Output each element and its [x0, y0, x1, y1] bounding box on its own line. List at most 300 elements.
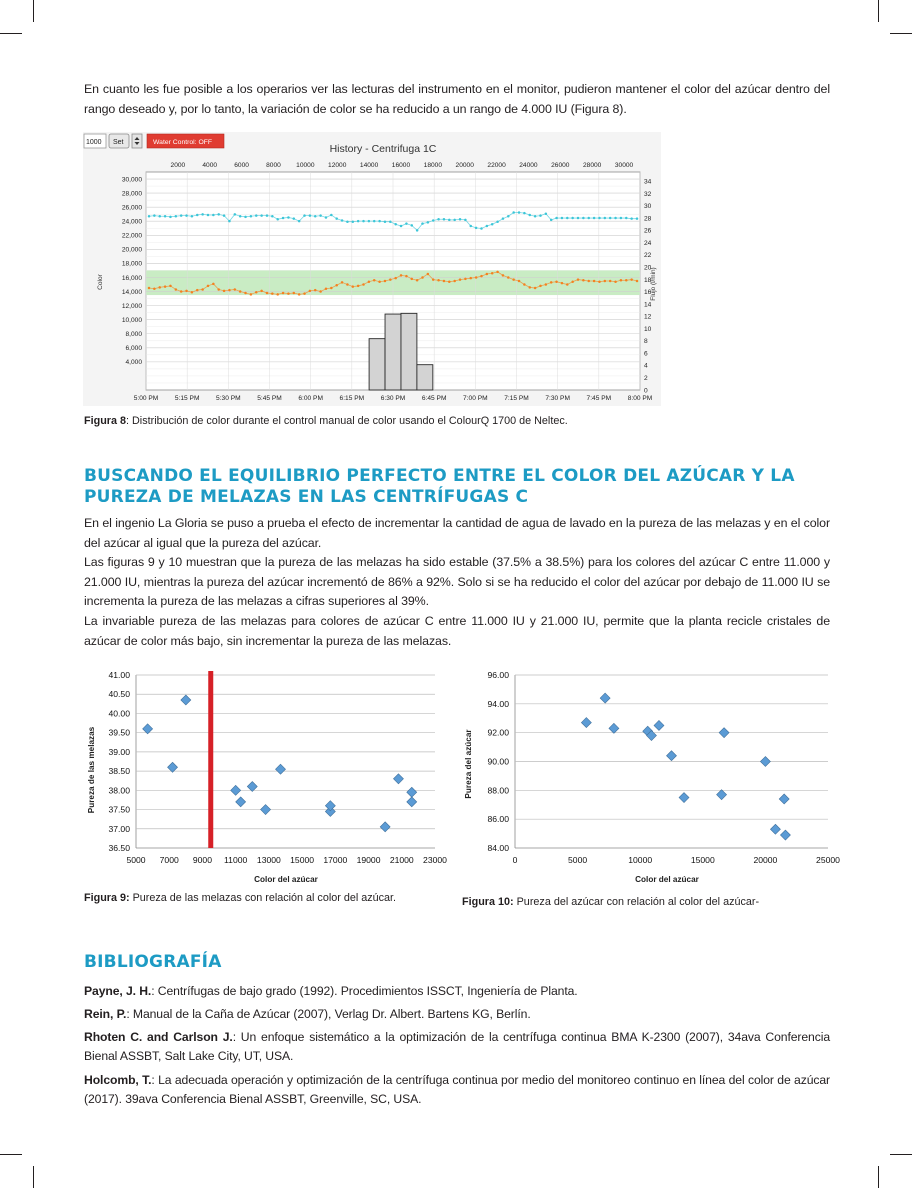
data-point-diamond [380, 822, 390, 832]
color-series-point [405, 275, 408, 278]
top-axis-tick-label: 26000 [551, 162, 570, 169]
figure-10-caption-label: Figura 10: [462, 896, 514, 908]
flow-series-point [239, 215, 242, 218]
section-heading-line-1: BUSCANDO EL EQUILIBRIO PERFECTO ENTRE EL COLOR DEL AZÚCAR Y LA [84, 466, 795, 486]
color-series-point [298, 293, 301, 296]
flow-series-point [228, 220, 231, 223]
color-series-point [175, 288, 178, 291]
flow-series-point [357, 220, 360, 223]
color-series-point [566, 283, 569, 286]
y-axis-tick-label: 88.00 [487, 785, 509, 796]
flow-series-point [598, 217, 601, 220]
bib-author: Rhoten C. and Carlson J. [84, 1030, 233, 1044]
data-point-diamond [667, 751, 677, 761]
color-series-point [545, 283, 548, 286]
color-series-point [496, 271, 499, 274]
top-axis-tick-label: 14000 [359, 162, 379, 169]
color-series-point [319, 290, 322, 293]
flow-series-point [523, 212, 526, 215]
color-series-point [169, 285, 172, 288]
data-point-diamond [181, 695, 191, 705]
color-series-point [437, 279, 440, 282]
flow-series-point [459, 218, 462, 221]
flow-series-point [582, 217, 585, 220]
color-series-point [362, 283, 365, 286]
right-axis-label: Flujo (l/min) [650, 267, 657, 301]
flow-series-point [389, 220, 392, 223]
bib-text: : Manual de la Caña de Azúcar (2007), Verlag Dr. Albert. Bartens KG, Berlín. [126, 1007, 531, 1021]
spinner-button[interactable] [132, 134, 142, 148]
color-series-point [266, 292, 269, 295]
color-series-point [507, 276, 510, 279]
crop-mark-bottom-left-h [0, 1154, 22, 1155]
section-heading [84, 466, 824, 508]
flow-series-point [571, 217, 574, 220]
color-series-point [201, 288, 204, 291]
flow-series-point [437, 218, 440, 221]
flow-series-point [185, 214, 188, 217]
time-axis-tick-label: 7:45 PM [586, 395, 612, 402]
y-axis-tick-label: 39.50 [108, 727, 130, 738]
time-axis-tick-label: 7:00 PM [463, 395, 488, 402]
flow-series-point [416, 229, 419, 232]
data-point-diamond [760, 757, 770, 767]
x-axis-tick-label: 11000 [224, 855, 248, 865]
flow-series-point [373, 220, 376, 223]
flow-series-point [561, 217, 564, 220]
left-axis-tick-label: 8,000 [125, 331, 142, 339]
figure-8-caption-text: : Distribución de color durante el control manual de color usando el ColourQ 1700 de Neltec. [126, 415, 568, 427]
flow-series-point [325, 216, 328, 219]
color-series-point [486, 273, 489, 276]
color-series-point [346, 283, 349, 286]
color-series-point [411, 278, 414, 281]
time-axis-tick-label: 8:00 PM [627, 395, 653, 402]
x-axis-tick-label: 13000 [256, 855, 281, 865]
color-series-point [223, 290, 226, 293]
flow-series-point [421, 222, 424, 225]
flow-series-point [614, 217, 617, 220]
color-series-point [400, 274, 403, 277]
flow-series-point [330, 214, 333, 217]
flow-series-point [448, 219, 451, 222]
top-axis-tick-label: 10000 [296, 162, 315, 169]
color-series-point [528, 286, 531, 289]
data-point-diamond [654, 720, 664, 730]
flow-series-point [368, 220, 371, 223]
color-series-point [330, 287, 333, 290]
flow-series-point [175, 215, 178, 218]
x-axis-tick-label: 19000 [356, 855, 381, 865]
bib-text: : La adecuada operación y optimización de la centrífuga continua por medio del monitoreo continuo en línea del color de azúcar (2017). 39ava Conferencia Bienal ASSBT, Greenville, SC, USA. [84, 1073, 830, 1106]
histogram-bar [401, 313, 417, 390]
x-axis-tick-label: 5000 [126, 855, 146, 865]
figure-10-y-axis-label: Pureza del azúcar [464, 729, 473, 799]
top-axis-tick-label: 30000 [614, 162, 634, 169]
color-series-point [293, 292, 296, 295]
set-button-label: Set [113, 139, 124, 146]
left-axis-tick-label: 10,000 [121, 316, 142, 324]
right-axis-tick-label: 8 [644, 338, 648, 346]
top-axis-tick-label: 18000 [423, 162, 443, 169]
histogram-bar [369, 339, 385, 390]
x-axis-tick-label: 21000 [389, 855, 414, 865]
section-heading-line-2: PUREZA DE MELAZAS EN LAS CENTRÍFUGAS C [84, 487, 529, 507]
color-series-point [577, 278, 580, 281]
x-axis-tick-label: 15000 [290, 855, 315, 865]
figure-10-x-axis-label: Color del azúcar [635, 875, 699, 884]
flow-series-point [362, 220, 365, 223]
y-axis-tick-label: 39.00 [108, 746, 130, 757]
x-axis-tick-label: 10000 [628, 855, 653, 865]
flow-series-point [470, 225, 473, 228]
color-series-point [158, 286, 161, 289]
color-series-point [620, 279, 623, 282]
color-series-point [561, 282, 564, 285]
color-series-point [287, 292, 290, 295]
bib-text: : Centrífugas de bajo grado (1992). Procedimientos ISSCT, Ingeniería de Planta. [151, 984, 578, 998]
crop-mark-bottom-right-h [890, 1154, 912, 1155]
top-axis-tick-label: 16000 [391, 162, 411, 169]
flow-series-point [346, 220, 349, 223]
flow-series-point [293, 217, 296, 220]
color-series-point [432, 278, 435, 281]
bibliography-entry [84, 1071, 830, 1109]
color-series-point [153, 287, 156, 290]
flow-series-point [453, 219, 456, 222]
color-series-point [502, 274, 505, 277]
data-point-diamond [679, 793, 689, 803]
right-axis-tick-label: 4 [644, 362, 648, 370]
figure-10-caption [462, 895, 759, 909]
color-series-point [335, 284, 338, 287]
flow-series-point [191, 215, 194, 218]
flow-series-point [314, 215, 317, 218]
time-axis-tick-label: 7:30 PM [545, 395, 570, 402]
color-series-point [550, 281, 553, 284]
x-axis-tick-label: 7000 [159, 855, 179, 865]
crop-mark-bottom-left-v [33, 1166, 34, 1188]
flow-series-point [587, 217, 590, 220]
data-point-diamond [236, 797, 246, 807]
y-axis-tick-label: 37.00 [108, 823, 130, 834]
y-axis-tick-label: 40.00 [108, 708, 130, 719]
flow-series-point [507, 215, 510, 218]
color-series-point [255, 291, 258, 294]
flow-series-point [636, 217, 639, 220]
right-axis-tick-label: 30 [644, 203, 652, 211]
color-series-point [475, 276, 478, 279]
time-axis-tick-label: 5:45 PM [257, 395, 282, 402]
y-axis-tick-label: 92.00 [487, 727, 509, 738]
color-series-point [512, 278, 515, 281]
data-point-diamond [609, 723, 619, 733]
color-series-point [244, 292, 247, 295]
top-axis-tick-label: 2000 [170, 162, 186, 169]
color-series-point [212, 283, 215, 286]
crop-mark-top-left-v [33, 0, 34, 22]
right-axis-tick-label: 26 [644, 227, 652, 235]
flow-series-point [148, 215, 151, 218]
flow-series-point [400, 225, 403, 228]
color-series-point [443, 280, 446, 283]
flow-series-point [518, 211, 521, 214]
bib-text: : Un enfoque sistemático a la optimización de la centrífuga continua BMA K-2300 (2007), 34ava Conferencia Bienal ASSBT, Salt Lake City, UT, USA. [84, 1030, 830, 1063]
chart-toolbar [84, 134, 224, 148]
flow-series-point [496, 220, 499, 223]
data-point-diamond [276, 764, 286, 774]
bibliography-heading: BIBLIOGRAFÍA [84, 952, 222, 972]
color-series-point [470, 277, 473, 280]
right-axis-tick-label: 14 [644, 301, 652, 309]
data-point-diamond [719, 728, 729, 738]
threshold-marker-line [208, 671, 213, 848]
color-series-point [421, 276, 424, 279]
flow-series-point [244, 216, 247, 219]
color-series-point [352, 285, 355, 288]
flow-series-point [319, 214, 322, 217]
time-axis-tick-label: 6:45 PM [421, 395, 447, 402]
top-axis-tick-label: 6000 [234, 162, 249, 169]
time-axis-tick-label: 6:00 PM [298, 395, 323, 402]
flow-series-point [255, 214, 258, 217]
y-axis-tick-label: 38.00 [108, 785, 130, 796]
color-series-point [164, 285, 167, 288]
color-series-point [555, 280, 558, 283]
color-series-point [630, 278, 633, 281]
flow-series-point [169, 216, 172, 219]
flow-series-point [212, 214, 215, 217]
flow-series-point [207, 214, 210, 217]
color-series-point [191, 291, 194, 294]
time-axis-tick-label: 5:30 PM [216, 395, 241, 402]
flow-series-point [309, 214, 312, 217]
setpoint-input-value: 1000 [86, 139, 102, 146]
bib-author: Rein, P. [84, 1007, 127, 1021]
y-axis-tick-label: 96.00 [487, 670, 509, 680]
color-series-point [491, 272, 494, 275]
x-axis-tick-label: 5000 [568, 855, 588, 865]
flow-series-point [411, 224, 414, 227]
data-point-diamond [717, 790, 727, 800]
y-axis-tick-label: 40.50 [108, 689, 130, 700]
time-axis-tick-label: 5:00 PM [133, 395, 159, 402]
figure-9-caption-label: Figura 9: [84, 892, 130, 904]
right-axis-tick-label: 16 [644, 289, 652, 297]
right-axis-tick-label: 18 [644, 276, 652, 284]
figure-9-scatter-chart [84, 668, 456, 890]
color-series-point [148, 287, 151, 290]
y-axis-tick-label: 36.50 [108, 843, 130, 853]
flow-series-point [164, 215, 167, 218]
color-series-point [614, 280, 617, 283]
bib-author: Holcomb, T. [84, 1073, 152, 1087]
right-axis-tick-label: 32 [644, 190, 652, 198]
flow-series-point [427, 221, 430, 224]
time-axis-tick-label: 6:15 PM [339, 395, 365, 402]
left-axis-tick-label: 28,000 [121, 190, 142, 198]
color-series-point [309, 290, 312, 293]
color-series-point [480, 275, 483, 278]
flow-series-point [276, 218, 279, 221]
left-axis-tick-label: 20,000 [121, 246, 142, 254]
right-axis-tick-label: 28 [644, 215, 652, 223]
color-series-point [389, 278, 392, 281]
intro-paragraph: En cuanto les fue posible a los operarios ver las lecturas del instrumento en el monitor, pudieron mantener el color del azúcar dentro del rango deseado y, por lo tanto, la variación de color se ha reducido a un rango de 4.000 IU (Figura 8). [84, 82, 830, 116]
color-series-point [196, 289, 199, 292]
color-series-point [378, 280, 381, 283]
time-axis-tick-label: 5:15 PM [174, 395, 200, 402]
y-axis-tick-label: 38.50 [108, 766, 130, 777]
flow-series-point [378, 220, 381, 223]
left-axis-tick-label: 30,000 [121, 176, 142, 184]
bib-author: Payne, J. H. [84, 984, 152, 998]
left-axis-tick-label: 16,000 [121, 274, 142, 282]
flow-series-point [266, 214, 269, 217]
data-point-diamond [780, 830, 790, 840]
flow-series-point [630, 217, 633, 220]
top-axis-tick-label: 8000 [266, 162, 281, 169]
color-series-point [609, 280, 612, 283]
top-axis-tick-label: 22000 [487, 162, 506, 169]
crop-mark-top-right-v [878, 0, 879, 22]
right-axis-tick-label: 2 [644, 375, 648, 383]
body-paragraph-3: La invariable pureza de las melazas para colores de azúcar C entre 11.000 IU y 21.000 IU, permite que la planta recicle cristales de azúcar de color más bajo, sin incrementar la pureza de las melazas. [84, 613, 830, 648]
color-series-point [250, 293, 253, 296]
crop-mark-top-left-h [0, 33, 22, 34]
color-series-point [373, 279, 376, 282]
flow-series-point [491, 223, 494, 226]
color-series-point [464, 278, 467, 281]
data-point-diamond [261, 805, 271, 815]
left-axis-tick-label: 18,000 [121, 260, 142, 268]
flow-series-point [201, 213, 204, 216]
flow-series-point [196, 214, 199, 217]
flow-series-point [539, 214, 542, 217]
left-axis-label: Color [97, 274, 104, 290]
flow-series-point [384, 220, 387, 223]
left-axis-tick-label: 4,000 [125, 359, 142, 367]
histogram-bar [385, 314, 401, 390]
x-axis-tick-label: 25000 [816, 855, 840, 865]
left-axis-tick-label: 26,000 [121, 204, 142, 212]
flow-series-point [534, 215, 537, 218]
top-axis-tick-label: 28000 [583, 162, 602, 169]
left-axis-tick-label: 14,000 [121, 288, 142, 296]
top-axis-tick-label: 4000 [202, 162, 218, 169]
top-axis-tick-label: 24000 [519, 162, 538, 169]
color-series-point [598, 280, 601, 283]
left-axis-tick-label: 6,000 [125, 345, 142, 353]
color-series-point [368, 280, 371, 283]
flow-series-point [528, 214, 531, 217]
flow-series-point [486, 225, 489, 228]
flow-series-point [271, 215, 274, 218]
top-axis-tick-label: 12000 [328, 162, 347, 169]
flow-series-point [158, 215, 161, 218]
color-series-point [625, 279, 628, 282]
x-axis-tick-label: 15000 [690, 855, 715, 865]
color-series-point [239, 290, 242, 293]
color-series-point [357, 285, 360, 288]
right-axis-tick-label: 12 [644, 313, 652, 321]
flow-series-point [593, 217, 596, 220]
flow-series-point [502, 217, 505, 220]
body-paragraph-1: En el ingenio La Gloria se puso a prueba el efecto de incrementar la cantidad de agua de lavado en la pureza de las melazas y en el color del azúcar al igual que la pureza del azúcar. [84, 516, 830, 550]
figure-8-caption-label: Figura 8 [84, 415, 126, 427]
color-series-point [303, 292, 306, 295]
color-series-point [217, 288, 220, 291]
flow-series-point [287, 216, 290, 219]
color-series-point [325, 287, 328, 290]
flow-series-point [260, 214, 263, 217]
bibliography-entry [84, 1005, 830, 1024]
color-series-point [260, 290, 263, 293]
right-axis-tick-label: 0 [644, 387, 648, 395]
right-axis-tick-label: 10 [644, 325, 652, 333]
flow-series-point [620, 217, 623, 220]
color-series-point [448, 280, 451, 283]
x-axis-tick-label: 23000 [423, 855, 447, 865]
time-axis-tick-label: 7:15 PM [504, 395, 529, 402]
body-paragraph-2: Las figuras 9 y 10 muestran que la pureza de las melazas ha sido estable (37.5% a 38.5%) para los colores del azúcar C entre 11.000 y 21.000 IU, mientras la pureza del azúcar incrementó de 86% a 92%. Solo si se ha reducido el color del azúcar por debajo de 11.000 IU se incrementa la pureza de las melazas a cifras superiores al 39%. [84, 555, 830, 609]
flow-series-point [550, 219, 553, 222]
color-series-point [282, 292, 285, 295]
flow-series-point [352, 220, 355, 223]
y-axis-tick-label: 37.50 [108, 804, 130, 815]
color-series-point [587, 280, 590, 283]
figure-9-caption [84, 891, 396, 905]
figure-8-caption [84, 414, 568, 428]
flow-series-point [217, 213, 220, 216]
color-series-point [271, 292, 274, 295]
flow-series-point [341, 219, 344, 222]
color-series-point [427, 273, 430, 276]
time-axis-tick-label: 6:30 PM [380, 395, 406, 402]
color-series-point [234, 288, 237, 291]
color-series-point [539, 285, 542, 288]
flow-series-point [282, 217, 285, 220]
y-axis-tick-label: 41.00 [108, 670, 130, 680]
flow-series-point [604, 217, 607, 220]
color-series-point [636, 280, 639, 283]
body-text [84, 514, 830, 651]
flow-series-point [234, 213, 237, 216]
crop-mark-top-right-h [890, 33, 912, 34]
x-axis-tick-label: 9000 [192, 855, 213, 865]
color-series-point [593, 280, 596, 283]
figure-8-history-chart [83, 132, 661, 406]
figure-9-y-axis-label: Pureza de las melazas [87, 726, 96, 814]
flow-series-point [512, 211, 515, 214]
bibliography-entry [84, 1028, 830, 1066]
color-series-point [604, 280, 607, 283]
crop-mark-bottom-right-v [878, 1166, 879, 1188]
color-series-point [180, 290, 183, 293]
y-axis-tick-label: 84.00 [487, 843, 509, 853]
color-series-point [228, 289, 231, 292]
flow-series-point [223, 214, 226, 217]
figure-10-scatter-chart [462, 668, 840, 890]
flow-series-point [303, 214, 306, 217]
y-axis-tick-label: 94.00 [487, 698, 509, 709]
color-series-point [453, 280, 456, 283]
x-axis-tick-label: 20000 [753, 855, 778, 865]
flow-series-point [250, 215, 253, 218]
color-series-point [518, 280, 521, 283]
flow-series-point [432, 219, 435, 222]
color-series-point [394, 277, 397, 280]
